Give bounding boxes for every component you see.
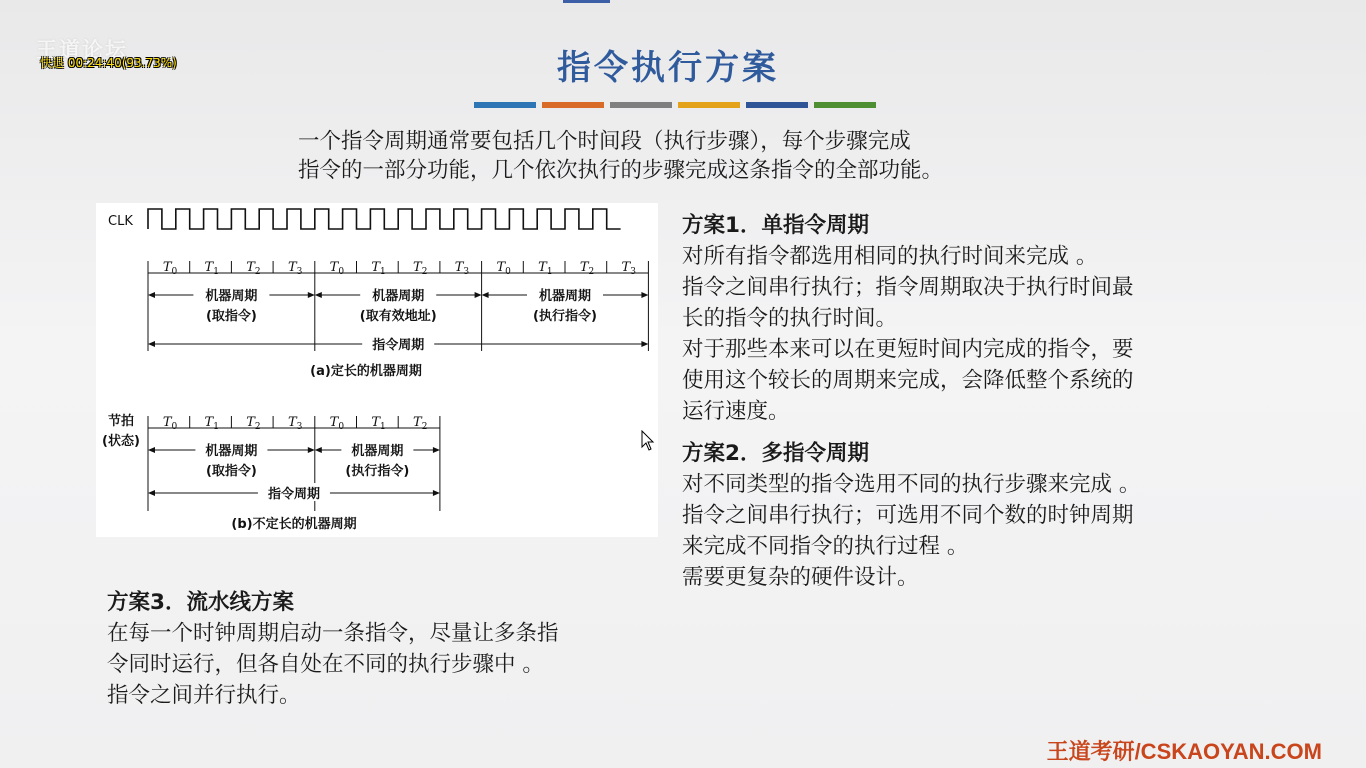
divider-bar-segment xyxy=(542,102,604,108)
a-tick-label: $T_1$ xyxy=(538,260,553,277)
b-tick-label: $T_2$ xyxy=(413,415,428,432)
b-tick-label: $T_3$ xyxy=(287,415,303,432)
a-cycle-name: 机器周期 xyxy=(372,289,425,304)
b-cycle-sub: (取指令) xyxy=(205,464,257,479)
a-cycle-arrow-right xyxy=(475,292,482,298)
state-label: (状态) xyxy=(102,434,140,449)
divider-bar-segment xyxy=(678,102,740,108)
plan1-line: 长的指令的执行时间。 xyxy=(682,306,898,331)
plan1-line: 指令之间串行执行；指令周期取决于执行时间最 xyxy=(682,275,1134,300)
plan1-line: 对于那些本来可以在更短时间内完成的指令，要 xyxy=(682,337,1134,362)
plan3-line: 指令之间并行执行。 xyxy=(107,683,301,708)
a-cycle-sub: (取有效地址) xyxy=(359,309,437,324)
b-cycle-arrow-right xyxy=(308,447,315,453)
a-tick-label: $T_0$ xyxy=(496,260,511,277)
a-tick-label: $T_1$ xyxy=(371,260,386,277)
intro-text xyxy=(298,127,943,185)
caption-b: (b)不定长的机器周期 xyxy=(231,517,357,532)
a-cycle-arrow-left xyxy=(315,292,322,298)
b-tick-label: $T_0$ xyxy=(162,415,178,432)
a-tick-label: $T_0$ xyxy=(162,260,178,277)
plan1-line: 运行速度。 xyxy=(682,399,790,424)
a-cycle-arrow-right xyxy=(641,292,648,298)
intro-line-1: 一个指令周期通常要包括几个时间段（执行步骤），每个步骤完成 xyxy=(298,129,911,154)
a-tick-label: $T_3$ xyxy=(454,260,470,277)
plan2-block xyxy=(682,438,1140,593)
b-tick-label: $T_1$ xyxy=(204,415,219,432)
plan3-line: 在每一个时钟周期启动一条指令，尽量让多条指 xyxy=(107,621,559,646)
plan2-line: 指令之间串行执行；可选用不同个数的时钟周期 xyxy=(682,503,1134,528)
timing-diagram xyxy=(96,203,658,537)
color-bar-divider xyxy=(474,102,876,108)
plan3-heading: 方案3．流水线方案 xyxy=(107,590,294,615)
a-cycle-arrow-left xyxy=(482,292,489,298)
watermark-logo: 王道论坛 xyxy=(36,38,128,62)
brand-footer: 王道考研/CSKAOYAN.COM xyxy=(1046,739,1322,764)
b-cycle-arrow-left xyxy=(315,447,322,453)
a-instr-arrow-left xyxy=(148,341,155,347)
plan2-line: 对不同类型的指令选用不同的执行步骤来完成 。 xyxy=(682,472,1141,497)
plan2-line: 需要更复杂的硬件设计。 xyxy=(682,565,919,590)
plan3-block xyxy=(107,587,559,711)
plan3-line: 令同时运行，但各自处在不同的执行步骤中 。 xyxy=(107,652,544,677)
a-tick-label: $T_2$ xyxy=(246,260,261,277)
a-tick-label: $T_2$ xyxy=(413,260,428,277)
a-cycle-name: 机器周期 xyxy=(538,289,592,304)
intro-line-2: 指令的一部分功能，几个依次执行的步骤完成这条指令的全部功能。 xyxy=(298,158,944,183)
a-cycle-arrow-left xyxy=(148,292,155,298)
a-tick-label: $T_1$ xyxy=(204,260,219,277)
plan1-heading: 方案1．单指令周期 xyxy=(682,213,869,238)
plan1-block xyxy=(682,210,1134,427)
divider-bar-segment xyxy=(610,102,672,108)
b-instr-arrow-left xyxy=(148,490,155,496)
plan2-line: 来完成不同指令的执行过程 。 xyxy=(682,534,969,559)
plan2-heading: 方案2．多指令周期 xyxy=(682,441,869,466)
b-tick-label: $T_1$ xyxy=(371,415,386,432)
b-instr-arrow-right xyxy=(433,490,440,496)
a-tick-label: $T_2$ xyxy=(579,260,595,277)
top-accent-mark xyxy=(563,0,610,3)
clk-waveform xyxy=(148,209,621,229)
a-cycle-arrow-right xyxy=(308,292,315,298)
a-tick-label: $T_0$ xyxy=(329,260,345,277)
slide-title: 指令执行方案 xyxy=(557,48,779,88)
b-cycle-arrow-right xyxy=(433,447,440,453)
a-cycle-sub: (取指令) xyxy=(205,309,257,324)
b-instr-label: 指令周期 xyxy=(267,487,320,502)
a-instr-arrow-right xyxy=(641,341,648,347)
divider-bar-segment xyxy=(814,102,876,108)
plan1-line: 使用这个较长的周期来完成，会降低整个系统的 xyxy=(682,368,1134,393)
b-cycle-name: 机器周期 xyxy=(205,444,258,459)
b-tick-label: $T_2$ xyxy=(246,415,261,432)
a-cycle-sub: (执行指令) xyxy=(533,309,597,324)
divider-bar-segment xyxy=(746,102,808,108)
b-cycle-arrow-left xyxy=(148,447,155,453)
a-cycle-name: 机器周期 xyxy=(205,289,258,304)
b-tick-label: $T_0$ xyxy=(329,415,345,432)
a-tick-label: $T_3$ xyxy=(287,260,303,277)
a-tick-label: $T_3$ xyxy=(621,260,636,277)
a-instr-label: 指令周期 xyxy=(372,338,425,353)
b-cycle-name: 机器周期 xyxy=(351,444,404,459)
b-cycle-sub: (执行指令) xyxy=(345,464,410,479)
caption-a: (a)定长的机器周期 xyxy=(310,364,422,379)
playback-status: 快退 00:24:40(93.73%) xyxy=(40,56,177,70)
mouse-cursor-icon xyxy=(641,430,655,452)
plan1-line: 对所有指令都选用相同的执行时间来完成 。 xyxy=(682,244,1098,269)
beat-label: 节拍 xyxy=(108,414,135,429)
clk-label: CLK xyxy=(108,214,133,229)
divider-bar-segment xyxy=(474,102,536,108)
timing-diagram-figure xyxy=(96,203,658,537)
